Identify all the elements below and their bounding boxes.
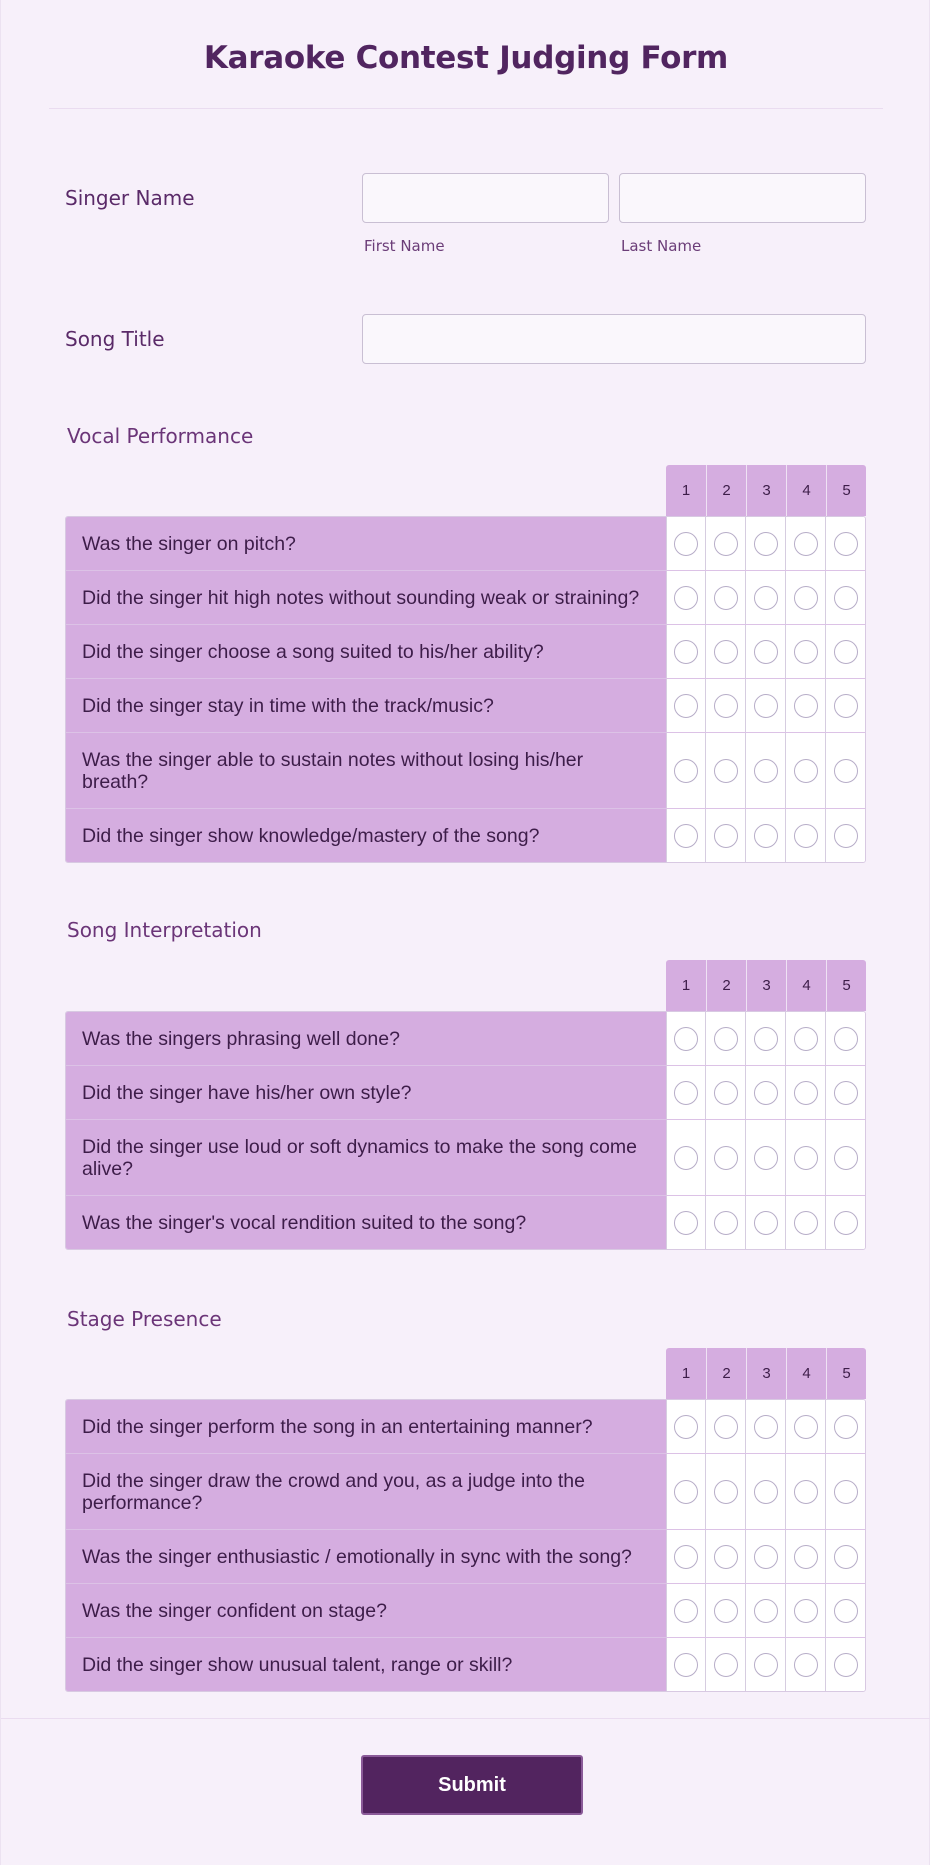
question-label: Did the singer draw the crowd and you, as a judge into the performance? <box>66 1454 666 1529</box>
rating-cell <box>745 809 785 862</box>
question-label: Was the singer on pitch? <box>66 517 666 570</box>
rating-radio[interactable] <box>794 1599 818 1623</box>
rating-radio[interactable] <box>794 1415 818 1439</box>
rating-cell <box>745 1530 785 1583</box>
scale-header-cell: 5 <box>826 960 866 1011</box>
rating-radio[interactable] <box>834 694 858 718</box>
rating-cell <box>705 571 745 624</box>
rating-cell <box>705 733 745 808</box>
last-name-sublabel: Last Name <box>621 237 702 255</box>
rating-cell <box>785 1638 825 1691</box>
matrix-rows <box>65 516 866 863</box>
rating-cell <box>745 1454 785 1529</box>
rating-radio[interactable] <box>794 759 818 783</box>
rating-radio[interactable] <box>834 1146 858 1170</box>
rating-cell <box>745 1066 785 1119</box>
question-label: Was the singer enthusiastic / emotionally in sync with the song? <box>66 1530 666 1583</box>
rating-cell <box>745 1120 785 1195</box>
rating-radio[interactable] <box>794 640 818 664</box>
rating-cell <box>666 1638 706 1691</box>
rating-cell <box>666 1454 706 1529</box>
rating-radio[interactable] <box>674 532 698 556</box>
rating-radio[interactable] <box>834 759 858 783</box>
rating-cell <box>705 679 745 732</box>
question-label: Did the singer show knowledge/mastery of the song? <box>66 809 666 862</box>
rating-radio[interactable] <box>794 1211 818 1235</box>
rating-radio[interactable] <box>754 1027 778 1051</box>
rating-cell <box>666 809 706 862</box>
submit-button[interactable]: Submit <box>361 1755 583 1815</box>
matrix-row <box>66 624 865 678</box>
rating-radio[interactable] <box>794 586 818 610</box>
scale-header-cell: 2 <box>706 960 746 1011</box>
rating-cell <box>825 1196 865 1249</box>
rating-radio[interactable] <box>794 1027 818 1051</box>
rating-cell <box>705 1196 745 1249</box>
scale-header-cell: 2 <box>706 465 746 516</box>
rating-cell <box>745 571 785 624</box>
rating-cell <box>825 1454 865 1529</box>
rating-radio[interactable] <box>714 586 738 610</box>
rating-cell <box>825 571 865 624</box>
rating-cell <box>825 1638 865 1691</box>
rating-cell <box>666 1530 706 1583</box>
rating-radio[interactable] <box>834 1599 858 1623</box>
section-title: Song Interpretation <box>67 918 262 942</box>
rating-radio[interactable] <box>794 694 818 718</box>
scale-header-cell: 4 <box>786 465 826 516</box>
matrix-row <box>66 1529 865 1583</box>
rating-cell <box>825 1066 865 1119</box>
matrix-row <box>66 808 865 862</box>
rating-cell <box>825 1120 865 1195</box>
rating-radio[interactable] <box>754 1653 778 1677</box>
matrix-header <box>666 1348 866 1399</box>
rating-cell <box>666 733 706 808</box>
rating-cell <box>785 1196 825 1249</box>
rating-radio[interactable] <box>834 532 858 556</box>
question-label: Did the singer use loud or soft dynamics to make the song come alive? <box>66 1120 666 1195</box>
rating-cell <box>785 1066 825 1119</box>
rating-cell <box>785 1530 825 1583</box>
rating-radio[interactable] <box>714 1545 738 1569</box>
rating-radio[interactable] <box>754 1146 778 1170</box>
scale-header-cell: 1 <box>666 1348 706 1399</box>
rating-radio[interactable] <box>674 824 698 848</box>
rating-radio[interactable] <box>834 586 858 610</box>
matrix-row <box>66 1065 865 1119</box>
rating-radio[interactable] <box>714 1027 738 1051</box>
song-title-label: Song Title <box>65 327 165 351</box>
rating-cell <box>666 679 706 732</box>
rating-cell <box>825 517 865 570</box>
rating-radio[interactable] <box>834 1415 858 1439</box>
rating-cell <box>825 1530 865 1583</box>
rating-radio[interactable] <box>834 1480 858 1504</box>
question-label: Was the singer confident on stage? <box>66 1584 666 1637</box>
question-label: Did the singer have his/her own style? <box>66 1066 666 1119</box>
rating-cell <box>785 625 825 678</box>
matrix-header <box>666 960 866 1011</box>
rating-cell <box>705 1400 745 1453</box>
rating-cell <box>705 1638 745 1691</box>
scale-header-cell: 2 <box>706 1348 746 1399</box>
rating-radio[interactable] <box>674 1146 698 1170</box>
rating-cell <box>705 1454 745 1529</box>
rating-radio[interactable] <box>714 1480 738 1504</box>
scale-header-cell: 3 <box>746 960 786 1011</box>
rating-radio[interactable] <box>754 1599 778 1623</box>
rating-radio[interactable] <box>674 694 698 718</box>
title-divider <box>49 108 883 109</box>
rating-radio[interactable] <box>674 1027 698 1051</box>
scale-header-cell: 5 <box>826 1348 866 1399</box>
question-label: Was the singer's vocal rendition suited to the song? <box>66 1196 666 1249</box>
rating-cell <box>785 571 825 624</box>
rating-cell <box>745 1196 785 1249</box>
rating-cell <box>745 1400 785 1453</box>
question-label: Was the singer able to sustain notes without losing his/her breath? <box>66 733 666 808</box>
rating-cell <box>745 625 785 678</box>
first-name-sublabel: First Name <box>364 237 445 255</box>
rating-radio[interactable] <box>794 1480 818 1504</box>
rating-cell <box>785 679 825 732</box>
rating-radio[interactable] <box>754 640 778 664</box>
question-label: Was the singers phrasing well done? <box>66 1012 666 1065</box>
rating-cell <box>825 733 865 808</box>
rating-radio[interactable] <box>754 824 778 848</box>
rating-radio[interactable] <box>834 640 858 664</box>
rating-radio[interactable] <box>754 1415 778 1439</box>
rating-radio[interactable] <box>714 532 738 556</box>
scale-header-cell: 5 <box>826 465 866 516</box>
question-label: Did the singer choose a song suited to his/her ability? <box>66 625 666 678</box>
rating-cell <box>705 1530 745 1583</box>
matrix-row <box>66 1119 865 1195</box>
matrix-row <box>66 570 865 624</box>
matrix-row <box>66 1195 865 1249</box>
matrix-row <box>66 1453 865 1529</box>
rating-cell <box>666 1584 706 1637</box>
matrix-header <box>666 465 866 516</box>
rating-cell <box>745 733 785 808</box>
matrix-row <box>66 1583 865 1637</box>
question-label: Did the singer stay in time with the track/music? <box>66 679 666 732</box>
rating-cell <box>785 1120 825 1195</box>
rating-radio[interactable] <box>714 1415 738 1439</box>
rating-cell <box>745 1012 785 1065</box>
rating-cell <box>705 625 745 678</box>
rating-cell <box>705 1120 745 1195</box>
rating-radio[interactable] <box>674 586 698 610</box>
rating-radio[interactable] <box>674 759 698 783</box>
matrix-row <box>66 678 865 732</box>
rating-cell <box>745 679 785 732</box>
scale-header-cell: 3 <box>746 465 786 516</box>
form-title: Karaoke Contest Judging Form <box>203 40 729 76</box>
rating-cell <box>785 1584 825 1637</box>
rating-cell <box>666 1400 706 1453</box>
matrix-row <box>66 732 865 808</box>
rating-radio[interactable] <box>674 1415 698 1439</box>
scale-header-cell: 4 <box>786 960 826 1011</box>
rating-radio[interactable] <box>834 1653 858 1677</box>
rating-radio[interactable] <box>674 1211 698 1235</box>
rating-radio[interactable] <box>714 1653 738 1677</box>
rating-radio[interactable] <box>714 1211 738 1235</box>
matrix-row <box>66 517 865 570</box>
rating-cell <box>705 1584 745 1637</box>
rating-cell <box>745 1638 785 1691</box>
matrix-row <box>66 1637 865 1691</box>
rating-radio[interactable] <box>714 694 738 718</box>
rating-cell <box>785 1400 825 1453</box>
rating-radio[interactable] <box>714 640 738 664</box>
rating-cell <box>705 1066 745 1119</box>
rating-cell <box>666 1066 706 1119</box>
rating-radio[interactable] <box>794 824 818 848</box>
rating-radio[interactable] <box>674 1545 698 1569</box>
rating-radio[interactable] <box>714 759 738 783</box>
rating-radio[interactable] <box>754 586 778 610</box>
last-name-input[interactable] <box>619 173 866 223</box>
rating-cell <box>666 517 706 570</box>
rating-cell <box>785 1012 825 1065</box>
question-label: Did the singer perform the song in an entertaining manner? <box>66 1400 666 1453</box>
rating-radio[interactable] <box>794 532 818 556</box>
rating-radio[interactable] <box>674 1653 698 1677</box>
matrix-rows <box>65 1399 866 1692</box>
footer-divider <box>1 1718 930 1719</box>
rating-cell <box>825 1584 865 1637</box>
rating-cell <box>666 1012 706 1065</box>
rating-radio[interactable] <box>674 1480 698 1504</box>
rating-cell <box>825 809 865 862</box>
rating-cell <box>705 809 745 862</box>
rating-radio[interactable] <box>754 1545 778 1569</box>
matrix-row <box>66 1400 865 1453</box>
question-label: Did the singer hit high notes without sounding weak or straining? <box>66 571 666 624</box>
rating-radio[interactable] <box>674 640 698 664</box>
rating-radio[interactable] <box>714 1599 738 1623</box>
rating-cell <box>825 679 865 732</box>
rating-cell <box>745 517 785 570</box>
question-label: Did the singer show unusual talent, range or skill? <box>66 1638 666 1691</box>
rating-cell <box>785 809 825 862</box>
rating-radio[interactable] <box>674 1599 698 1623</box>
rating-radio[interactable] <box>754 759 778 783</box>
rating-radio[interactable] <box>834 1545 858 1569</box>
rating-cell <box>825 1400 865 1453</box>
section-title: Stage Presence <box>67 1307 222 1331</box>
matrix-row <box>66 1012 865 1065</box>
first-name-input[interactable] <box>362 173 609 223</box>
rating-radio[interactable] <box>754 532 778 556</box>
rating-radio[interactable] <box>754 1081 778 1105</box>
rating-radio[interactable] <box>714 1146 738 1170</box>
rating-radio[interactable] <box>714 824 738 848</box>
rating-cell <box>666 625 706 678</box>
rating-cell <box>745 1584 785 1637</box>
rating-cell <box>666 1196 706 1249</box>
section-title: Vocal Performance <box>67 424 254 448</box>
matrix-rows <box>65 1011 866 1250</box>
rating-cell <box>705 1012 745 1065</box>
rating-cell <box>785 733 825 808</box>
rating-radio[interactable] <box>754 1480 778 1504</box>
rating-cell <box>785 517 825 570</box>
scale-header-cell: 4 <box>786 1348 826 1399</box>
scale-header-cell: 1 <box>666 960 706 1011</box>
rating-cell <box>705 517 745 570</box>
rating-radio[interactable] <box>794 1146 818 1170</box>
singer-name-label: Singer Name <box>65 186 195 210</box>
rating-radio[interactable] <box>834 1081 858 1105</box>
rating-cell <box>825 625 865 678</box>
rating-radio[interactable] <box>754 694 778 718</box>
rating-radio[interactable] <box>674 1081 698 1105</box>
rating-radio[interactable] <box>714 1081 738 1105</box>
scale-header-cell: 1 <box>666 465 706 516</box>
rating-cell <box>825 1012 865 1065</box>
rating-radio[interactable] <box>794 1545 818 1569</box>
rating-radio[interactable] <box>834 824 858 848</box>
rating-cell <box>666 571 706 624</box>
rating-radio[interactable] <box>754 1211 778 1235</box>
song-title-input[interactable] <box>362 314 866 364</box>
rating-radio[interactable] <box>794 1081 818 1105</box>
rating-radio[interactable] <box>834 1211 858 1235</box>
rating-radio[interactable] <box>834 1027 858 1051</box>
rating-cell <box>666 1120 706 1195</box>
rating-radio[interactable] <box>794 1653 818 1677</box>
scale-header-cell: 3 <box>746 1348 786 1399</box>
rating-cell <box>785 1454 825 1529</box>
